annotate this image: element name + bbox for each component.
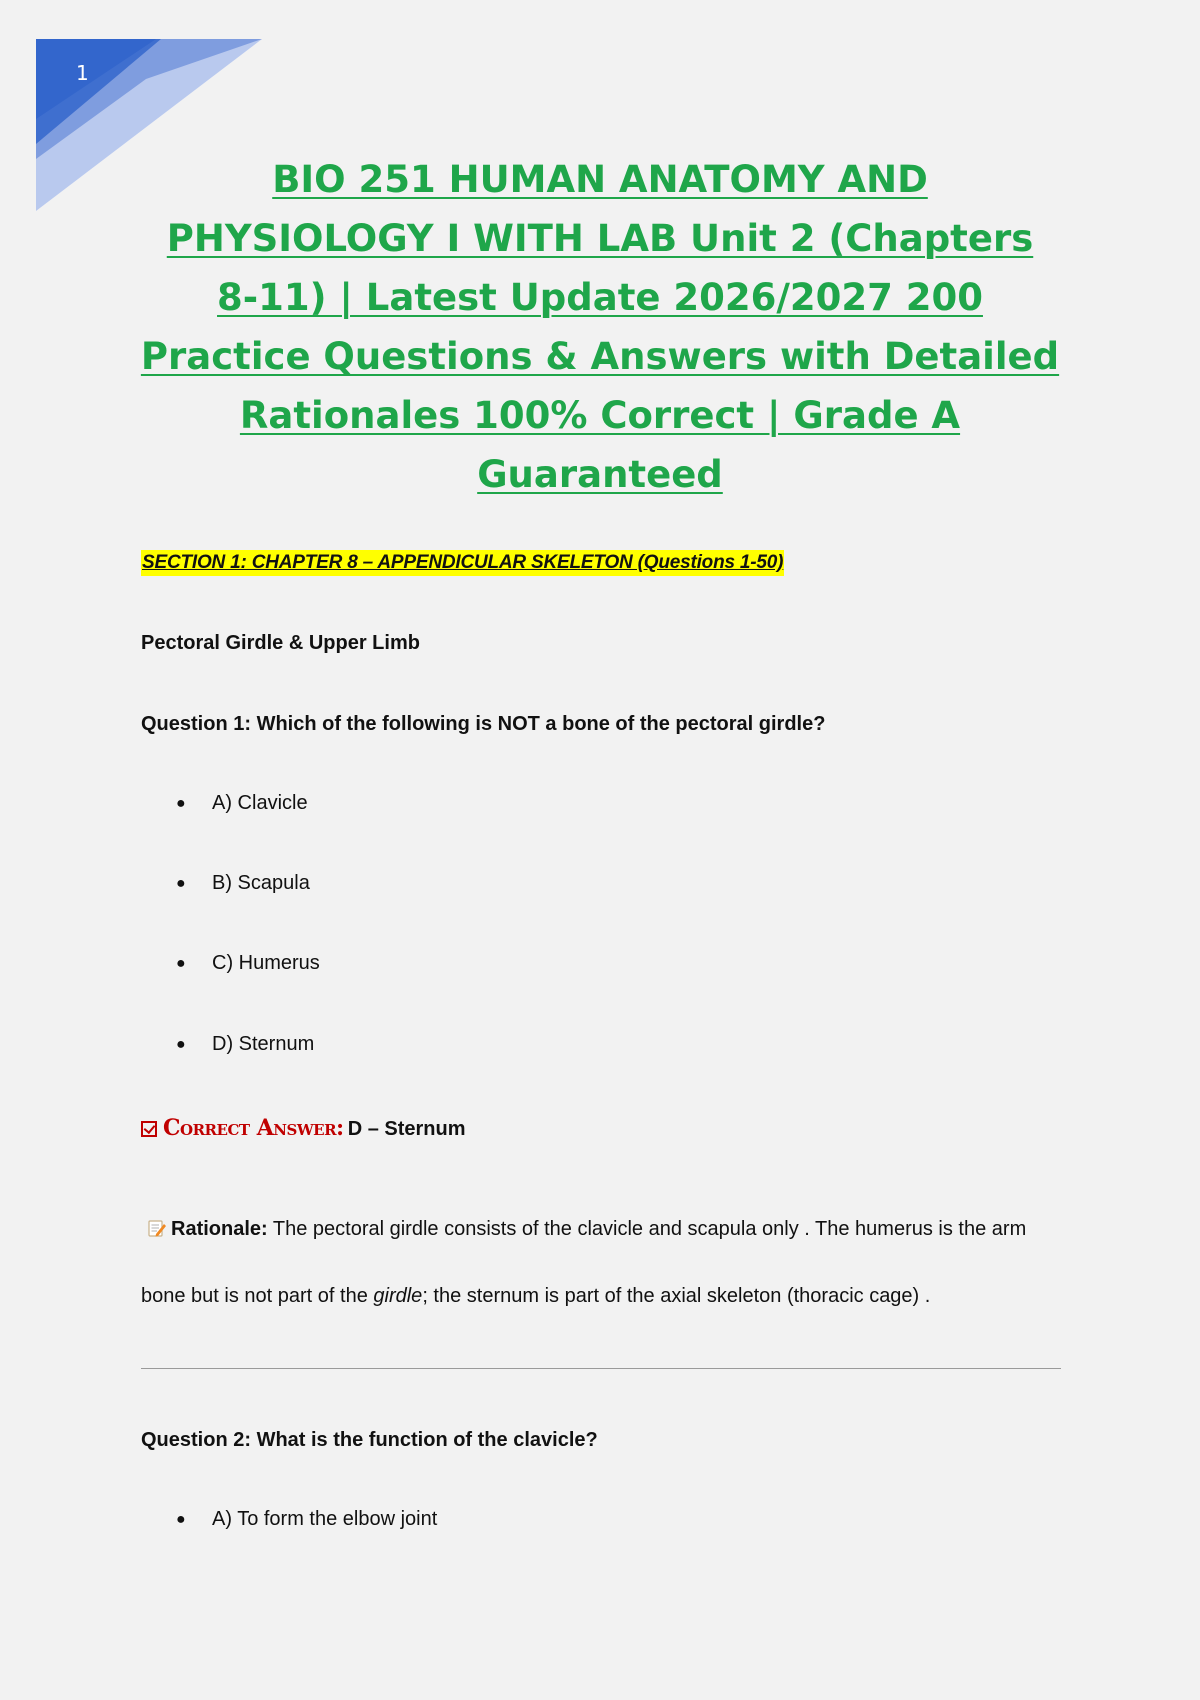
bullet-icon: ● <box>176 875 186 892</box>
rationale-emphasis: girdle <box>373 1285 423 1307</box>
option-text: C) Humerus <box>212 952 320 974</box>
option-c <box>176 950 320 978</box>
rationale-label: Rationale: <box>171 1218 268 1240</box>
rationale-text: The pectoral girdle consists of the clavicle and scapula only . The humerus is the arm bone but is not part of the <box>141 1218 1027 1307</box>
rationale-text-end: ; the sternum is part of the axial skeleton (thoracic cage) . <box>422 1285 931 1307</box>
option-text: A) Clavicle <box>212 792 308 814</box>
option-b <box>176 870 310 898</box>
bullet-icon: ● <box>176 1511 186 1528</box>
option-a <box>176 790 308 818</box>
checkbox-icon <box>141 1121 157 1137</box>
answer-value: D – Sternum <box>347 1118 466 1140</box>
bullet-icon: ● <box>176 955 186 972</box>
option-d <box>176 1031 314 1059</box>
bullet-icon: ● <box>176 1036 186 1053</box>
option-text: A) To form the elbow joint <box>212 1508 438 1530</box>
topic-subheading: Pectoral Girdle & Upper Limb <box>141 632 420 654</box>
question-2-prompt: Question 2: What is the function of the clavicle? <box>141 1429 598 1451</box>
page-number: 1 <box>76 61 89 85</box>
bullet-icon: ● <box>176 795 186 812</box>
document-title: BIO 251 HUMAN ANATOMY AND PHYSIOLOGY I WITH LAB Unit 2 (Chapters 8-11) | Latest Update 2026/2027 200 Practice Questions & Answers with Detailed Rationales 100% Correct | Grade A Guaranteed <box>140 158 1060 496</box>
correct-answer <box>141 1115 466 1142</box>
memo-icon <box>147 1199 167 1219</box>
option-text: D) Sternum <box>212 1033 315 1055</box>
question-1-prompt: Question 1: Which of the following is NOT a bone of the pectoral girdle? <box>141 713 826 735</box>
horizontal-divider <box>141 1368 1061 1369</box>
option-text: B) Scapula <box>212 872 310 894</box>
rationale <box>141 1196 1071 1330</box>
section-heading: SECTION 1: CHAPTER 8 – APPENDICULAR SKELETON (Questions 1-50) <box>141 550 784 576</box>
answer-label: Correct Answer: <box>163 1115 344 1141</box>
option-a <box>176 1506 437 1534</box>
